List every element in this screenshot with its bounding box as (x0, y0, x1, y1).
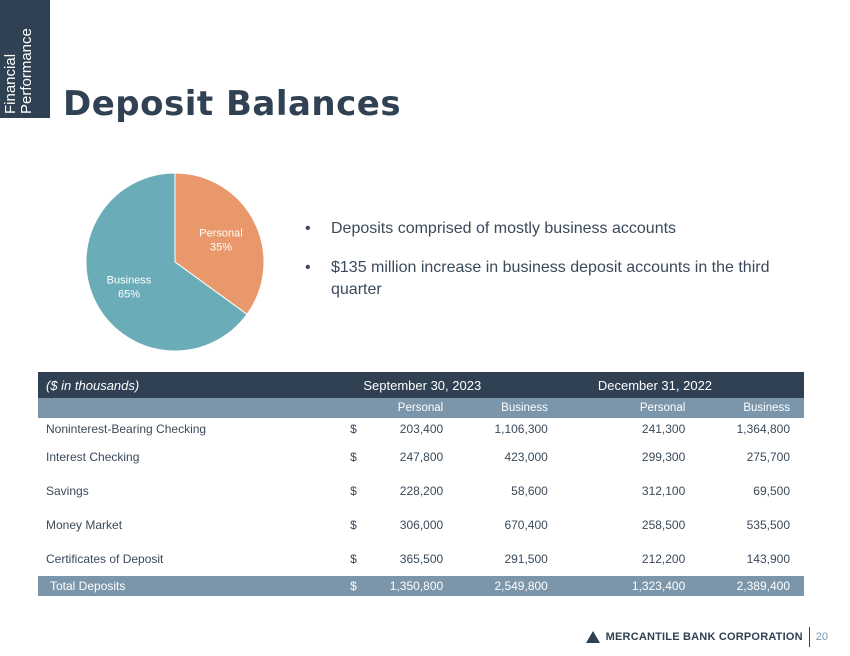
row-label: Money Market (46, 518, 123, 532)
pie-label-pct: 65% (117, 288, 141, 301)
pie-label-name: Business (106, 274, 152, 287)
table-header-row (38, 372, 804, 398)
table-cell: 258,500 (641, 518, 686, 532)
footer (586, 627, 828, 647)
table-cell: 535,500 (746, 518, 790, 532)
table-cell: 1,364,800 (736, 422, 790, 436)
table-row (38, 508, 804, 542)
bullet-list (305, 218, 781, 318)
table-cell: 275,700 (746, 450, 790, 464)
subheader: Business (685, 398, 804, 418)
total-row (38, 576, 804, 596)
table-cell: 423,000 (504, 450, 548, 464)
table-cell: 312,100 (641, 484, 686, 498)
table-row (38, 440, 804, 474)
bullet-dot-icon: • (305, 220, 311, 237)
unit-label: ($ in thousands) (38, 372, 343, 398)
logo-triangle-icon (586, 631, 600, 643)
table-cell: 212,200 (641, 552, 686, 566)
subheader: Personal (363, 398, 443, 418)
footer-divider (809, 627, 810, 647)
period1-header: September 30, 2023 (363, 372, 547, 398)
dollar-sign: $ (350, 450, 357, 464)
pie-label-pct: 35% (209, 241, 233, 254)
bullet-item: • Deposits comprised of mostly business accounts (305, 218, 781, 240)
section-tab-label (3, 28, 35, 114)
section-tab-line2: Performance (18, 28, 35, 114)
table-cell: 203,400 (399, 422, 444, 436)
total-dollar: $ (343, 576, 363, 596)
section-tab (0, 0, 50, 118)
table-cell: 228,200 (399, 484, 444, 498)
table-subheader-row (38, 398, 804, 418)
table-cell: 1,106,300 (494, 422, 548, 436)
total-cell: 1,323,400 (548, 576, 685, 596)
bullet-dot-icon: • (305, 259, 311, 276)
page-number: 20 (815, 631, 828, 643)
table-cell: 143,900 (746, 552, 790, 566)
row-label: Noninterest-Bearing Checking (46, 422, 207, 436)
section-tab-line1: Financial (2, 53, 19, 114)
table-cell: 241,300 (641, 422, 686, 436)
total-cell: 1,350,800 (363, 576, 443, 596)
table-cell: 670,400 (504, 518, 548, 532)
table-cell: 299,300 (641, 450, 686, 464)
total-cell: 2,389,400 (685, 576, 804, 596)
dollar-sign: $ (350, 422, 357, 436)
table-row (38, 542, 804, 576)
total-label: Total Deposits (38, 576, 343, 596)
row-label: Certificates of Deposit (46, 552, 164, 566)
table-cell: 291,500 (504, 552, 548, 566)
page-title: Deposit Balances (63, 84, 402, 124)
dollar-sign: $ (350, 552, 357, 566)
table-cell: 365,500 (399, 552, 444, 566)
table-cell: 58,600 (511, 484, 548, 498)
deposit-pie-chart (80, 170, 270, 360)
period2-header: December 31, 2022 (548, 372, 804, 398)
subheader: Personal (548, 398, 685, 418)
table-row (38, 474, 804, 508)
brand-name: MERCANTILE BANK CORPORATION (605, 631, 803, 643)
dollar-sign: $ (350, 484, 357, 498)
pie-label-name: Personal (199, 227, 243, 240)
row-label: Interest Checking (46, 450, 140, 464)
table-cell: 247,800 (399, 450, 444, 464)
table-cell: 306,000 (399, 518, 444, 532)
row-label: Savings (46, 484, 89, 498)
bullet-item: • $135 million increase in business deposit accounts in the third quarter (305, 259, 770, 298)
table-cell: 69,500 (753, 484, 790, 498)
dollar-sign: $ (350, 518, 357, 532)
deposit-table (38, 372, 804, 596)
total-cell: 2,549,800 (443, 576, 548, 596)
table-row (38, 418, 804, 440)
subheader: Business (443, 398, 548, 418)
